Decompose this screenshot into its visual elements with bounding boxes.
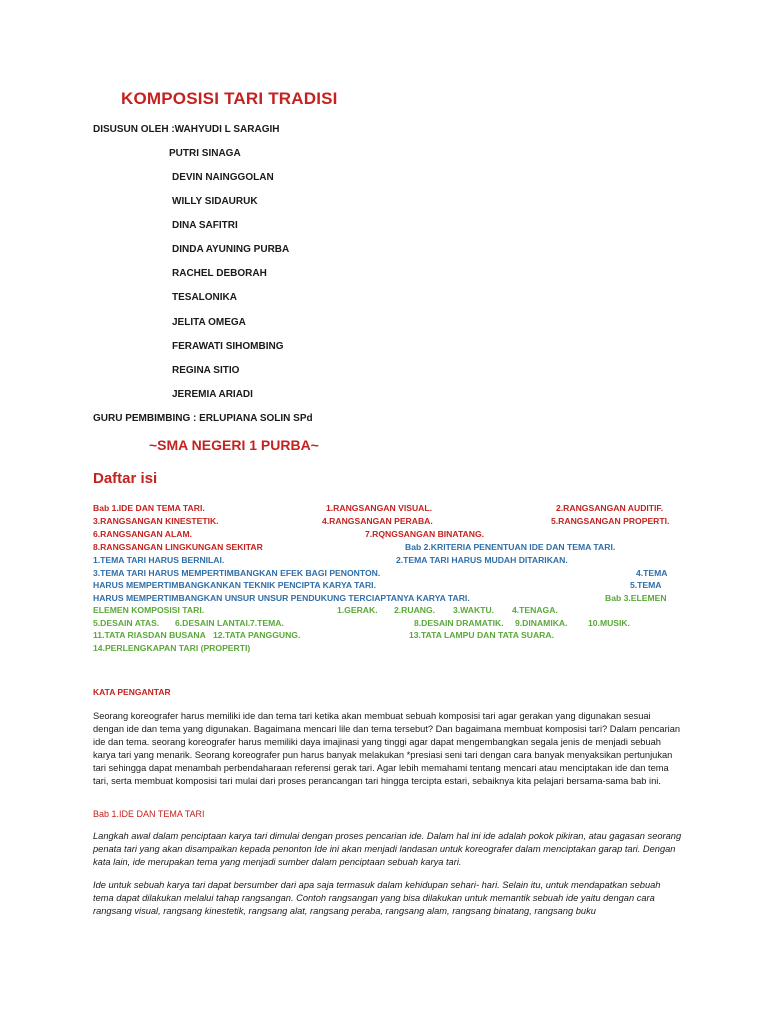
school-name: ~SMA NEGERI 1 PURBA~ bbox=[149, 437, 319, 453]
toc-entry: Bab 3.ELEMEN bbox=[605, 593, 667, 603]
toc-entry: 14.PERLENGKAPAN TARI (PROPERTI) bbox=[93, 643, 251, 653]
toc-entry: 6.DESAIN LANTAI. bbox=[175, 618, 251, 628]
toc-entry: HARUS MEMPERTIMBANGKANKAN TEKNIK PENCIPTA KARYA TARI. bbox=[93, 580, 376, 590]
author-name: WILLY SIDAURUK bbox=[172, 196, 258, 207]
author-name: TESALONIKA bbox=[172, 292, 237, 303]
author-name: REGINA SITIO bbox=[172, 365, 240, 376]
document-title: KOMPOSISI TARI TRADISI bbox=[121, 89, 338, 108]
toc-entry: 3.TEMA TARI HARUS MEMPERTIMBANGKAN EFEK BAGI PENONTON. bbox=[93, 568, 381, 578]
teacher-line: GURU PEMBIMBING : ERLUPIANA SOLIN SPd bbox=[93, 413, 313, 424]
toc-entry: 8.RANGSANGAN LINGKUNGAN SEKITAR bbox=[93, 542, 263, 552]
toc-entry: 6.RANGSANGAN ALAM. bbox=[93, 529, 192, 539]
toc-entry: 4.TEMA bbox=[636, 568, 668, 578]
author-name: DEVIN NAINGGOLAN bbox=[172, 172, 274, 183]
toc-entry: 2.RUANG. bbox=[394, 605, 436, 615]
toc-entry: 13.TATA LAMPU DAN TATA SUARA. bbox=[409, 630, 554, 640]
chapter-paragraph: Langkah awal dalam penciptaan karya tari dimulai dengan proses pencarian ide. Dalam hal ini ide adalah pokok pikiran, atau gagasan seorang penata tari yang akan disampaikan kepada penonton Ide ini akan menjadi landasan untuk koreografer dalam menciptakan garap tari. Dengan kata lain, ide merupakan tema yang menjadi sumber dalam penciptaan sebuah karya tari. bbox=[93, 831, 682, 867]
toc-entry: 12.TATA PANGGUNG. bbox=[213, 630, 301, 640]
author-name: DINA SAFITRI bbox=[172, 220, 238, 231]
author-name: FERAWATI SIHOMBING bbox=[172, 341, 284, 352]
toc-entry: 4.RANGSANGAN PERABA. bbox=[322, 516, 433, 526]
toc-entry: 1.TEMA TARI HARUS BERNILAI. bbox=[93, 555, 225, 565]
toc-entry: 9.DINAMIKA. bbox=[515, 618, 568, 628]
toc-entry: 7.RQNGSANGAN BINATANG. bbox=[365, 529, 485, 539]
toc-entry: 5.DESAIN ATAS. bbox=[93, 618, 160, 628]
toc-heading: Daftar isi bbox=[93, 470, 158, 487]
authors-label: DISUSUN OLEH :WAHYUDI L SARAGIH bbox=[93, 124, 280, 135]
toc-entry: 2.RANGSANGAN AUDITIF. bbox=[556, 503, 664, 513]
author-name: RACHEL DEBORAH bbox=[172, 268, 267, 279]
author-name: JELITA OMEGA bbox=[172, 317, 246, 328]
toc-entry: 7.TEMA. bbox=[250, 618, 284, 628]
toc-entry: 5.RANGSANGAN PROPERTI. bbox=[551, 516, 670, 526]
toc-entry: ELEMEN KOMPOSISI TARI. bbox=[93, 605, 205, 615]
kata-pengantar-heading: KATA PENGANTAR bbox=[93, 687, 171, 697]
toc-entry: 11.TATA RIASDAN BUSANA bbox=[93, 630, 206, 640]
toc-entry: 5.TEMA bbox=[630, 580, 662, 590]
toc-entry: 3.RANGSANGAN KINESTETIK. bbox=[93, 516, 219, 526]
toc-entry: Bab 2.KRITERIA PENENTUAN IDE DAN TEMA TARI. bbox=[405, 542, 616, 552]
author-name: JEREMIA ARIADI bbox=[172, 389, 253, 400]
toc-entry: 10.MUSIK. bbox=[588, 618, 631, 628]
toc-entry: 2.TEMA TARI HARUS MUDAH DITARIKAN. bbox=[396, 555, 568, 565]
author-name: PUTRI SINAGA bbox=[169, 148, 241, 159]
chapter-paragraph: Ide untuk sebuah karya tari dapat bersumber dari apa saja termasuk dalam kehidupan sehari- hari. Selain itu, untuk mendapatkan sebuah tema dapat dilakukan melalui tahap rangsangan. Contoh rangsangan yang bisa dilakukan untuk memantik sebuah ide yaitu dengan cara rangsang visual, rangsang kinestetik, rangsang alat, rangsang peraba, rangsang alam, rangsang binatang, rangsang buku bbox=[93, 880, 661, 916]
toc-entry: HARUS MEMPERTIMBANGKAN UNSUR UNSUR PENDUKUNG TERCIAPTANYA KARYA TARI. bbox=[93, 593, 470, 603]
toc-entry: 8.DESAIN DRAMATIK. bbox=[414, 618, 504, 628]
chapter-heading: Bab 1.IDE DAN TEMA TARI bbox=[93, 809, 205, 819]
toc-entry: 1.GERAK. bbox=[337, 605, 378, 615]
toc-entry: 4.TENAGA. bbox=[512, 605, 558, 615]
author-name: DINDA AYUNING PURBA bbox=[172, 244, 290, 255]
toc-entry: 1.RANGSANGAN VISUAL. bbox=[326, 503, 432, 513]
kata-pengantar-paragraph: Seorang koreografer harus memiliki ide dan tema tari ketika akan membuat sebuah komposisi tari agar gerakan yang digunakan sesuai dengan ide dan tema yang digunakan. Bagaimana mencari lile dan tema tersebut? Dan bagaimana membuat komposisi tari? Dalam pencarian ide dan tema. seorang koreografer harus memiliki daya imajinasi yang tinggi agar dapat mengembangkan segala jenis de menjadi sebuah karya tari yang menarik. Seorang koreografer pun harus banyak melakukan *presiasi seni tari dengan cara banyak menyaksikan pertunjukan tari sehingga dapat menambah perbendaharaan referensi gerak tari. Agar lebih memahami tentang mencari atau menciptakan ide dan tema tari, serta membuat komposisi tari mulai dari proses perancangan tari hingga tercipta estari, sebaiknya kita pelajari bersama-sama bab ini. bbox=[93, 711, 681, 786]
toc-entry: 3.WAKTU. bbox=[453, 605, 495, 615]
toc-entry: Bab 1.IDE DAN TEMA TARI. bbox=[93, 503, 205, 513]
